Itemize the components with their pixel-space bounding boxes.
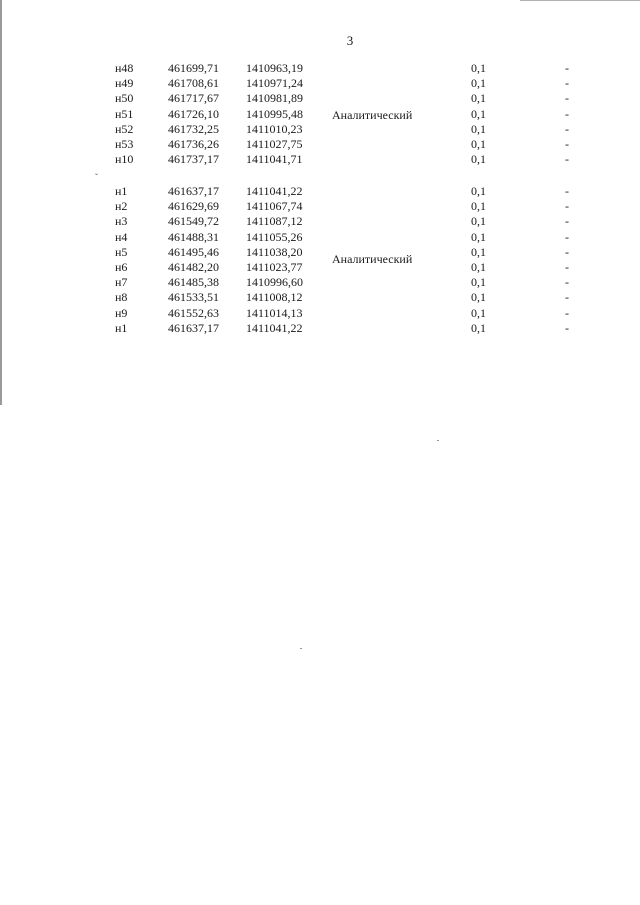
- x-coordinate: 461736,26: [168, 137, 219, 151]
- note-value: -: [565, 275, 569, 290]
- point-name: н6: [115, 260, 128, 274]
- y-coordinate: 1411067,74: [246, 199, 303, 214]
- point-name: н3: [115, 214, 128, 229]
- x-coordinate: 461637,17: [168, 320, 219, 335]
- accuracy-value: 0,1: [471, 260, 486, 274]
- note-value: -: [565, 184, 569, 198]
- table-row: [0, 76, 640, 91]
- y-coordinate: 1410996,60: [246, 275, 303, 290]
- point-name: н52: [115, 121, 134, 136]
- y-coordinate: 1411038,20: [246, 244, 303, 259]
- point-name: н51: [115, 106, 134, 121]
- y-coordinate: 1410981,89: [246, 91, 303, 106]
- point-name: н2: [115, 199, 128, 214]
- y-coordinate: 1411041,22: [246, 184, 303, 198]
- note-value: -: [565, 106, 569, 121]
- table-row: [0, 184, 640, 199]
- point-name: н48: [115, 61, 134, 75]
- note-value: -: [565, 320, 569, 335]
- x-coordinate: 461495,46: [168, 244, 219, 259]
- accuracy-value: 0,1: [471, 320, 486, 335]
- x-coordinate: 461482,20: [168, 260, 219, 274]
- scan-speck: [300, 648, 302, 649]
- y-coordinate: 1411027,75: [246, 137, 303, 151]
- table-row: [0, 199, 640, 214]
- method-label: Аналитический: [332, 108, 413, 122]
- table-row: [0, 230, 640, 245]
- point-name: н10: [115, 152, 134, 167]
- note-value: -: [565, 214, 569, 229]
- point-name: н9: [115, 305, 128, 320]
- x-coordinate: 461717,67: [168, 91, 219, 106]
- x-coordinate: 461533,51: [168, 290, 219, 305]
- note-value: -: [565, 260, 569, 274]
- y-coordinate: 1411055,26: [246, 229, 303, 244]
- y-coordinate: 1411087,12: [246, 214, 303, 229]
- accuracy-value: 0,1: [471, 214, 486, 229]
- x-coordinate: 461488,31: [168, 229, 219, 244]
- x-coordinate: 461629,69: [168, 199, 219, 214]
- note-value: -: [565, 61, 569, 75]
- accuracy-value: 0,1: [471, 61, 486, 75]
- point-name: н5: [115, 244, 128, 259]
- note-value: -: [565, 76, 569, 91]
- point-name: н50: [115, 91, 134, 106]
- point-name: н53: [115, 137, 134, 151]
- y-coordinate: 1410971,24: [246, 76, 303, 91]
- note-value: -: [565, 121, 569, 136]
- accuracy-value: 0,1: [471, 229, 486, 244]
- point-name: н1: [115, 320, 128, 335]
- table-row: [0, 91, 640, 106]
- x-coordinate: 461726,10: [168, 106, 219, 121]
- accuracy-value: 0,1: [471, 244, 486, 259]
- table-row: [0, 107, 640, 122]
- point-name: н1: [115, 184, 128, 198]
- accuracy-value: 0,1: [471, 184, 486, 198]
- accuracy-value: 0,1: [471, 121, 486, 136]
- table-row: [0, 245, 640, 260]
- point-name: н7: [115, 275, 128, 290]
- y-coordinate: 1411010,23: [246, 121, 303, 136]
- point-name: н4: [115, 229, 128, 244]
- x-coordinate: 461699,71: [168, 61, 219, 75]
- scan-top-mark: [520, 0, 640, 1]
- accuracy-value: 0,1: [471, 106, 486, 121]
- scan-speck: [437, 440, 439, 441]
- accuracy-value: 0,1: [471, 305, 486, 320]
- page-number: 3: [346, 33, 354, 48]
- point-name: н8: [115, 290, 128, 305]
- y-coordinate: 1411008,12: [246, 290, 303, 305]
- y-coordinate: 1410995,48: [246, 106, 303, 121]
- note-value: -: [565, 137, 569, 151]
- table-row: [0, 321, 640, 336]
- y-coordinate: 1411014,13: [246, 305, 303, 320]
- x-coordinate: 461732,25: [168, 121, 219, 136]
- note-value: -: [565, 305, 569, 320]
- x-coordinate: 461549,72: [168, 214, 219, 229]
- note-value: -: [565, 199, 569, 214]
- note-value: -: [565, 152, 569, 167]
- x-coordinate: 461552,63: [168, 305, 219, 320]
- y-coordinate: 1411041,22: [246, 320, 303, 335]
- table-row: [0, 290, 640, 305]
- table-row: [0, 260, 640, 275]
- y-coordinate: 1411041,71: [246, 152, 303, 167]
- table-row: [0, 122, 640, 137]
- accuracy-value: 0,1: [471, 199, 486, 214]
- accuracy-value: 0,1: [471, 275, 486, 290]
- table-row: [0, 306, 640, 321]
- table-row: [0, 61, 640, 76]
- table-row: [0, 275, 640, 290]
- x-coordinate: 461737,17: [168, 152, 219, 167]
- x-coordinate: 461637,17: [168, 184, 219, 198]
- accuracy-value: 0,1: [471, 76, 486, 91]
- note-value: -: [565, 229, 569, 244]
- accuracy-value: 0,1: [471, 290, 486, 305]
- y-coordinate: 1411023,77: [246, 260, 303, 274]
- y-coordinate: 1410963,19: [246, 61, 303, 75]
- point-name: н49: [115, 76, 134, 91]
- note-value: -: [565, 244, 569, 259]
- accuracy-value: 0,1: [471, 137, 486, 151]
- accuracy-value: 0,1: [471, 91, 486, 106]
- table-row: [0, 152, 640, 167]
- note-value: -: [565, 290, 569, 305]
- accuracy-value: 0,1: [471, 152, 486, 167]
- scan-tick-mark: ˇ: [95, 172, 98, 182]
- method-label: Аналитический: [332, 252, 413, 266]
- note-value: -: [565, 91, 569, 106]
- x-coordinate: 461708,61: [168, 76, 219, 91]
- x-coordinate: 461485,38: [168, 275, 219, 290]
- table-row: [0, 214, 640, 229]
- table-row: [0, 137, 640, 152]
